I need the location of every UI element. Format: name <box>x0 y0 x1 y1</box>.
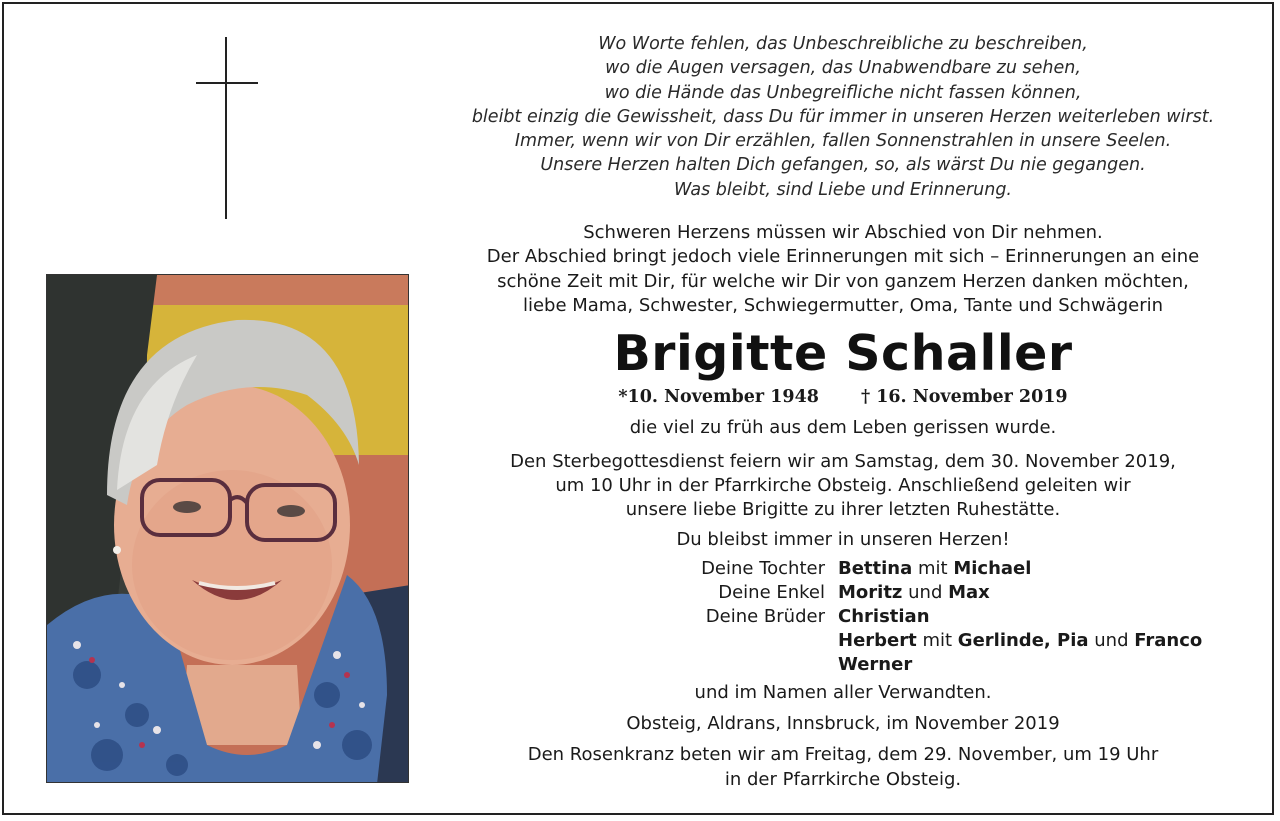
portrait-photo <box>46 274 409 783</box>
farewell <box>440 528 1246 552</box>
poem-line: wo die Hände das Unbegreifliche nicht fassen können, <box>604 82 1082 103</box>
intro-line: liebe Mama, Schwester, Schwiegermutter, Oma, Tante und Schwägerin <box>522 294 1164 316</box>
deceased-name: Brigitte Schaller <box>613 325 1073 383</box>
rosary-paragraph <box>440 743 1246 792</box>
intro-line: Der Abschied bringt jedoch viele Erinnerungen mit sich – Erinnerungen an eine <box>486 246 1200 268</box>
subtitle-line: die viel zu früh aus dem Leben gerissen wurde. <box>629 417 1057 439</box>
birth-date: *10. November 1948 <box>618 387 819 408</box>
brother-2-with: mit <box>922 629 953 651</box>
poem-line: bleibt einzig die Gewissheit, dass Du für immer in unseren Herzen weiterleben wirst. <box>471 106 1215 127</box>
daughter-label: Deine Tochter <box>701 557 825 579</box>
relatives-line: und im Namen aller Verwandten. <box>694 681 992 703</box>
daughter-partner: Michael <box>953 557 1032 579</box>
grandchildren-and: und <box>908 581 943 603</box>
brother-2-child: Franco <box>1134 629 1203 651</box>
poem-line: Unsere Herzen halten Dich gefangen, so, als wärst Du nie gegangen. <box>540 155 1146 176</box>
poem <box>440 32 1246 202</box>
family-row-brother-2 <box>440 629 1246 653</box>
grandchild-name: Max <box>948 581 990 603</box>
service-line: unsere liebe Brigitte zu ihrer letzten Ruhestätte. <box>625 499 1061 521</box>
service-line: Den Sterbegottesdienst feiern wir am Samstag, dem 30. November 2019, <box>510 450 1176 472</box>
poem-line: Wo Worte fehlen, das Unbeschreibliche zu beschreiben, <box>598 34 1088 54</box>
brother-2: Herbert <box>838 629 917 651</box>
grandchildren-label: Deine Enkel <box>718 581 825 603</box>
brother-3-name <box>838 653 912 677</box>
cross-icon <box>196 37 258 219</box>
place-date-line: Obsteig, Aldrans, Innsbruck, im November 2019 <box>626 713 1060 735</box>
family-row-brother-3 <box>440 653 1246 677</box>
brother-name <box>838 605 930 629</box>
grandchild-name: Moritz <box>838 581 903 603</box>
grandchildren-names <box>838 581 990 605</box>
poem-line: Immer, wenn wir von Dir erzählen, fallen Sonnenstrahlen in unsere Seelen. <box>514 131 1172 152</box>
rosary-line: in der Pfarrkirche Obsteig. <box>724 768 962 790</box>
intro-paragraph <box>440 221 1246 318</box>
brother-2-and: und <box>1094 629 1129 651</box>
poem-line: wo die Augen versagen, das Unabwendbare zu sehen, <box>605 58 1081 79</box>
intro-line: Schweren Herzens müssen wir Abschied von Dir nehmen. <box>583 222 1103 244</box>
brother-2-family: Gerlinde, Pia <box>957 629 1089 651</box>
subtitle <box>440 416 1246 440</box>
brother-2-names <box>838 629 1202 653</box>
rosary-line: Den Rosenkranz beten wir am Freitag, dem 29. November, um 19 Uhr <box>527 744 1159 766</box>
daughter-with: mit <box>918 557 948 579</box>
place-date <box>440 712 1246 736</box>
relatives <box>440 681 1246 705</box>
family-list <box>440 557 1246 679</box>
death-date: † 16. November 2019 <box>860 387 1068 408</box>
family-row-daughter <box>440 557 1246 581</box>
brothers-label: Deine Brüder <box>705 605 825 627</box>
farewell-line: Du bleibst immer in unseren Herzen! <box>676 529 1010 551</box>
brother-1: Christian <box>838 605 930 627</box>
service-line: um 10 Uhr in der Pfarrkirche Obsteig. Anschließend geleiten wir <box>555 474 1131 496</box>
family-row-grandchildren <box>440 581 1246 605</box>
daughter-names <box>838 557 1031 581</box>
intro-line: schöne Zeit mit Dir, für welche wir Dir von ganzem Herzen danken möchten, <box>497 270 1189 292</box>
life-dates <box>440 387 1246 407</box>
service-paragraph <box>440 450 1246 523</box>
notice-text <box>440 32 1246 792</box>
daughter-name: Bettina <box>838 557 913 579</box>
poem-line: Was bleibt, sind Liebe und Erinnerung. <box>674 179 1012 200</box>
family-row-brothers <box>440 605 1246 629</box>
brother-3: Werner <box>838 653 913 675</box>
